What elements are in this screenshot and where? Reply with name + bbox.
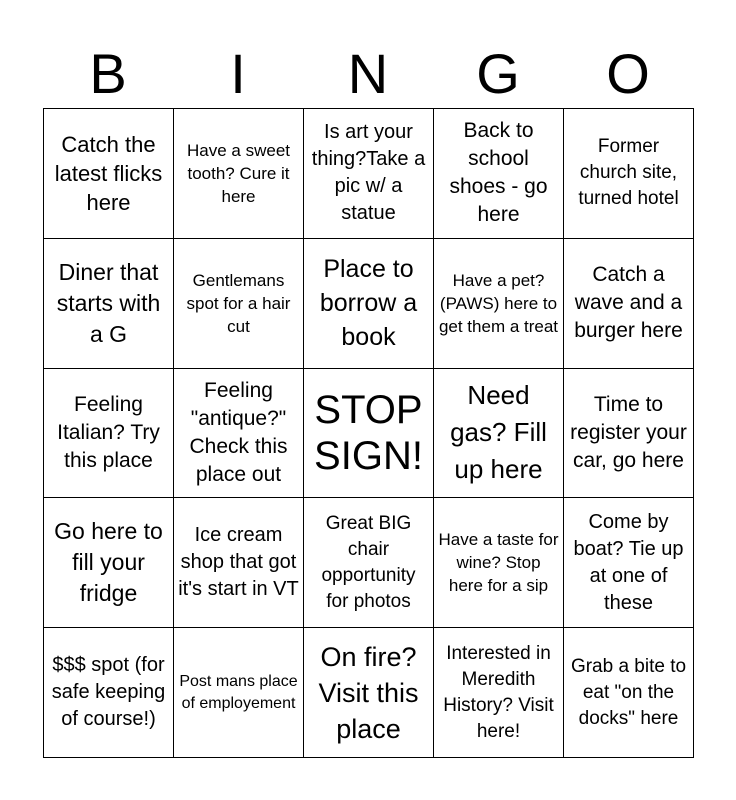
bingo-cell[interactable]: Great BIG chair opportunity for photos [304, 498, 434, 628]
bingo-cell[interactable]: Is art your thing?Take a pic w/ a statue [304, 109, 434, 239]
bingo-cell[interactable]: Interested in Meredith History? Visit here! [434, 628, 564, 758]
header-letter-b: B [89, 42, 127, 105]
grid-row [44, 109, 694, 239]
bingo-cell[interactable]: Catch the latest flicks here [44, 109, 174, 239]
center-cell[interactable]: STOP SIGN! [304, 368, 434, 498]
bingo-cell[interactable]: Go here to fill your fridge [44, 498, 174, 628]
grid-row [44, 368, 694, 498]
grid-row [44, 628, 694, 758]
bingo-cell[interactable]: Have a pet? (PAWS) here to get them a treat [434, 238, 564, 368]
bingo-cell[interactable]: Diner that starts with a G [44, 238, 174, 368]
header-letter-n: N [347, 42, 389, 105]
bingo-cell[interactable]: Grab a bite to eat "on the docks" here [564, 628, 694, 758]
bingo-cell[interactable]: Place to borrow a book [304, 238, 434, 368]
bingo-cell[interactable]: Time to register your car, go here [564, 368, 694, 498]
grid-row [44, 238, 694, 368]
bingo-cell[interactable]: Have a sweet tooth? Cure it here [174, 109, 304, 239]
bingo-cell[interactable]: Back to school shoes - go here [434, 109, 564, 239]
bingo-cell[interactable]: Feeling "antique?" Check this place out [174, 368, 304, 498]
bingo-cell[interactable]: Have a taste for wine? Stop here for a sip [434, 498, 564, 628]
bingo-cell[interactable]: $$$ spot (for safe keeping of course!) [44, 628, 174, 758]
bingo-grid [43, 108, 694, 758]
header-letter-o: O [606, 42, 650, 105]
bingo-cell[interactable]: Catch a wave and a burger here [564, 238, 694, 368]
bingo-cell[interactable]: Come by boat? Tie up at one of these [564, 498, 694, 628]
bingo-cell[interactable]: Former church site, turned hotel [564, 109, 694, 239]
header-letter-i: I [230, 42, 246, 105]
bingo-cell[interactable]: Need gas? Fill up here [434, 368, 564, 498]
grid-row [44, 498, 694, 628]
bingo-cell[interactable]: Gentlemans spot for a hair cut [174, 238, 304, 368]
header-letter-g: G [476, 42, 520, 105]
bingo-cell[interactable]: Post mans place of employement [174, 628, 304, 758]
bingo-header [43, 40, 693, 108]
bingo-cell[interactable]: Feeling Italian? Try this place [44, 368, 174, 498]
bingo-cell[interactable]: On fire? Visit this place [304, 628, 434, 758]
bingo-cell[interactable]: Ice cream shop that got it's start in VT [174, 498, 304, 628]
